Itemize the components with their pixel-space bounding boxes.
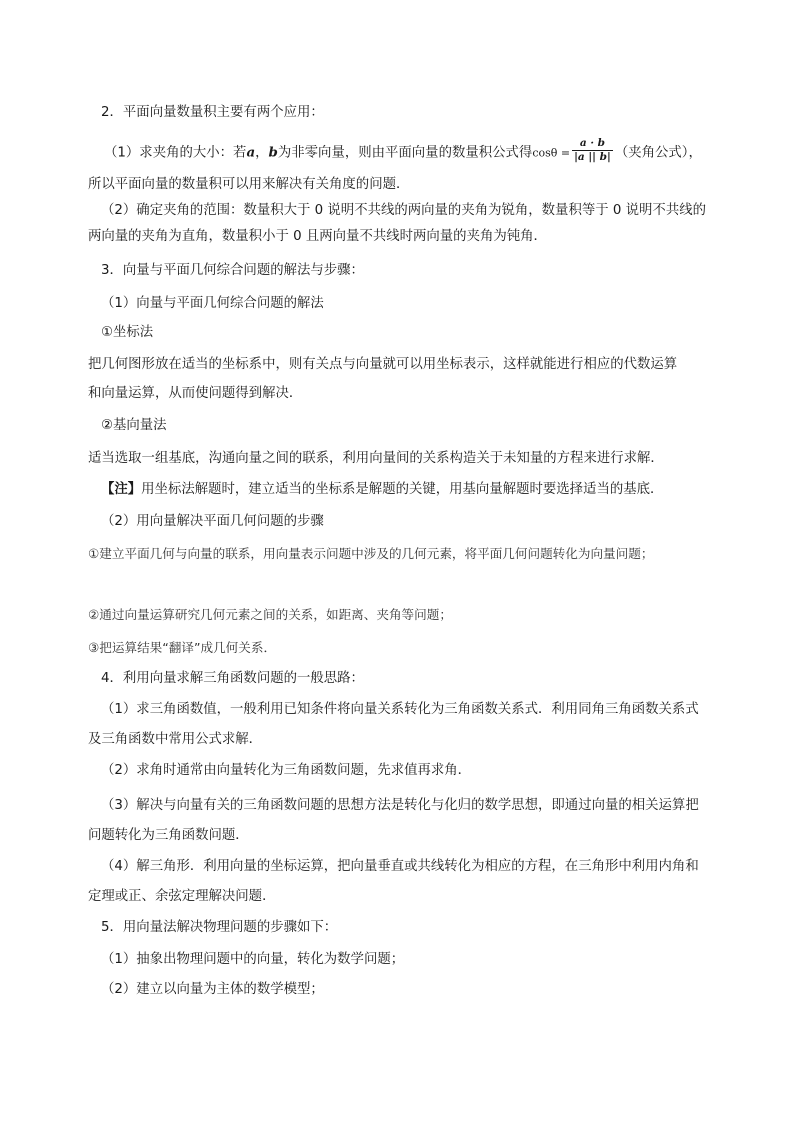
- section-5-title: 5．用向量法解决物理问题的步骤如下：: [101, 920, 338, 935]
- vector-b: b: [268, 144, 278, 161]
- section-5-item-2: （2）建立以向量为主体的数学模型；: [101, 982, 324, 997]
- section-2-item-2-line-1: （2）确定夹角的范围：数量积大于 0 说明不共线的两向量的夹角为锐角，数量积等于 0 说明不共线的: [101, 203, 706, 218]
- text-span: ，: [255, 145, 269, 161]
- note-tag: 【注】: [101, 482, 142, 497]
- method-1-heading: ①坐标法: [101, 325, 154, 340]
- method-2-heading: ②基向量法: [101, 418, 167, 433]
- section-2-item-2-line-2: 两向量的夹角为直角，数量积小于 0 且两向量不共线时两向量的夹角为钝角．: [88, 229, 547, 244]
- step-3: ③把运算结果“翻译”成几何关系．: [88, 640, 277, 655]
- step-2: ②通过向量运算研究几何元素之间的关系，如距离、夹角等问题；: [88, 607, 452, 622]
- note-line: [101, 481, 663, 499]
- section-4-item-2: （2）求角时通常由向量转化为三角函数问题，先求值再求角．: [101, 763, 472, 778]
- section-4-item-3-line-1: （3）解决与向量有关的三角函数问题的思想方法是转化与化归的数学思想，即通过向量的相关运算把: [101, 798, 699, 813]
- text-span: （1）求夹角的大小：若: [104, 145, 247, 161]
- section-2-item-1-line-2: 所以平面向量的数量积可以用来解决有关角度的问题．: [88, 177, 410, 192]
- section-3-title: 3．向量与平面几何综合问题的解法与步骤：: [101, 263, 364, 278]
- note-text: 用坐标法解题时，建立适当的坐标系是解题的关键，用基向量解题时要选择适当的基底．: [141, 482, 664, 497]
- section-4-item-4-line-2: 定理或正、余弦定理解决问题．: [88, 889, 276, 904]
- text-span: 为非零向量，则由平面向量的数量积公式得: [277, 145, 533, 161]
- angle-formula-fraction: [572, 137, 613, 164]
- section-4-item-1-line-2: 及三角函数中常用公式求解．: [88, 732, 263, 747]
- section-3-item-2: （2）用向量解决平面几何问题的步骤: [101, 514, 324, 529]
- section-4-item-4-line-1: （4）解三角形．利用向量的坐标运算，把向量垂直或共线转化为相应的方程，在三角形中利用内角和: [101, 859, 699, 874]
- section-3-item-1: （1）向量与平面几何综合问题的解法: [101, 296, 324, 311]
- fraction-numerator: a · b: [572, 137, 613, 151]
- text-span: （夹角公式），: [614, 145, 702, 161]
- method-1-line-1: 把几何图形放在适当的坐标系中，则有关点与向量就可以用坐标表示，这样就能进行相应的代数运算: [88, 357, 678, 372]
- section-2-title: 2．平面向量数量积主要有两个应用：: [101, 105, 324, 120]
- vector-a: a: [246, 144, 256, 161]
- method-2-line-1: 适当选取一组基底，沟通向量之间的联系，利用向量间的关系构造关于未知量的方程来进行求解．: [88, 451, 664, 466]
- step-1: ①建立平面几何与向量的联系，用向量表示问题中涉及的几何元素，将平面几何问题转化为向量问题；: [88, 546, 654, 561]
- cos-theta-lhs: cosθ =: [532, 146, 571, 160]
- section-4-item-3-line-2: 问题转化为三角函数问题．: [88, 828, 249, 843]
- fraction-denominator: |a || b|: [574, 151, 611, 163]
- section-4-title: 4．利用向量求解三角函数问题的一般思路：: [101, 671, 364, 686]
- section-5-item-1: （1）抽象出物理问题中的向量，转化为数学问题；: [101, 952, 405, 967]
- method-1-line-2: 和向量运算，从而使问题得到解决．: [88, 386, 303, 401]
- section-4-item-1-line-1: （1）求三角函数值，一般利用已知条件将向量关系转化为三角函数关系式．利用同角三角函数关系式: [101, 702, 699, 717]
- section-2-item-1-line-1: [104, 139, 702, 166]
